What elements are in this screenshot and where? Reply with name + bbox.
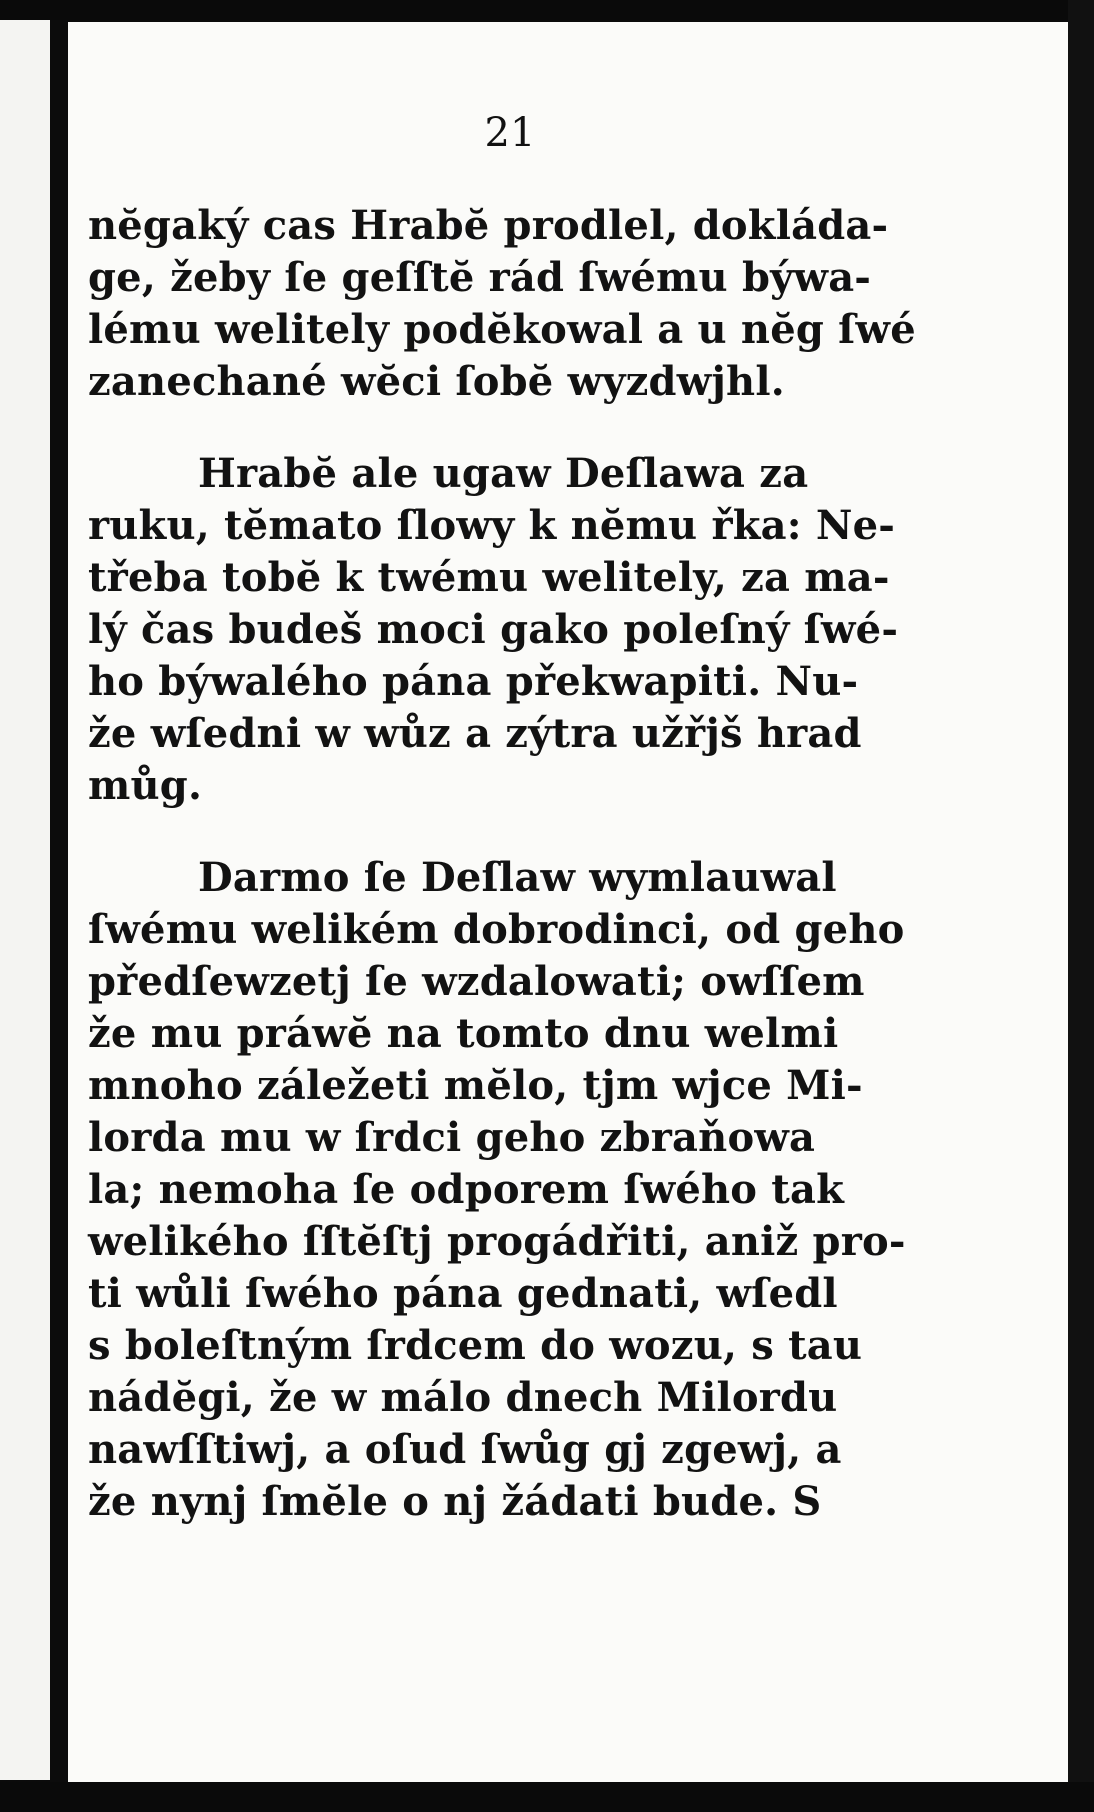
adjacent-page-edge — [0, 20, 50, 1780]
text-line: s boleſtným ſrdcem do wozu, s tau — [88, 1322, 863, 1369]
text-line: ge, žeby ſe geſſtĕ rád ſwému býwa- — [88, 254, 872, 301]
text-line: ſwému welikém dobrodinci, od geho — [88, 906, 905, 953]
paragraph-3 — [88, 852, 968, 1528]
text-line: že wſedni w wůz a zýtra užřjš hrad — [88, 710, 862, 757]
text-line: že mu práwĕ na tomto dnu welmi — [88, 1010, 839, 1057]
text-line: lorda mu w ſrdci geho zbraňowa — [88, 1114, 816, 1161]
text-line: mnoho záležeti mĕlo, tjm wjce Mi- — [88, 1062, 863, 1109]
page-body — [88, 200, 968, 1528]
page-number: 21 — [484, 110, 536, 156]
paragraph-1 — [88, 200, 968, 408]
text-line: předſewzetj ſe wzdalowati; owſſem — [88, 958, 865, 1005]
text-line: že nynj ſmĕle o nj žádati bude. S — [88, 1478, 822, 1525]
text-line: Hrabĕ ale ugaw Deſlawa za — [198, 450, 809, 497]
text-line: lému welitely podĕkowal a u nĕg ſwé — [88, 306, 916, 353]
text-line: nĕgaký cas Hrabĕ prodlel, dokláda- — [88, 202, 889, 249]
scan-bottom-border — [0, 1782, 1094, 1812]
paragraph-2 — [88, 448, 968, 812]
text-line: ho býwalého pána překwapiti. Nu- — [88, 658, 859, 705]
book-gutter — [50, 20, 68, 1790]
text-line: nádĕgi, že w málo dnech Milordu — [88, 1374, 838, 1421]
text-line: la; nemoha ſe odporem ſwého tak — [88, 1166, 845, 1213]
scan-right-border — [1068, 0, 1094, 1812]
text-line: můg. — [88, 762, 203, 809]
scan-top-border — [0, 0, 1094, 20]
text-line: zanechané wĕci ſobĕ wyzdwjhl. — [88, 358, 785, 405]
text-line: ruku, tĕmato ſlowy k nĕmu řka: Ne- — [88, 502, 896, 549]
text-line: welikého ſſtĕſtj progádřiti, aniž pro- — [88, 1218, 906, 1265]
text-line: ti wůli ſwého pána gednati, wſedl — [88, 1270, 838, 1317]
text-line: nawſſtiwj, a oſud ſwůg gj zgewj, a — [88, 1426, 842, 1473]
text-line: Darmo ſe Deſlaw wymlauwal — [198, 854, 837, 901]
text-line: třeba tobĕ k twému welitely, za ma- — [88, 554, 890, 601]
text-line: lý čas budeš moci gako poleſný ſwé- — [88, 606, 899, 653]
